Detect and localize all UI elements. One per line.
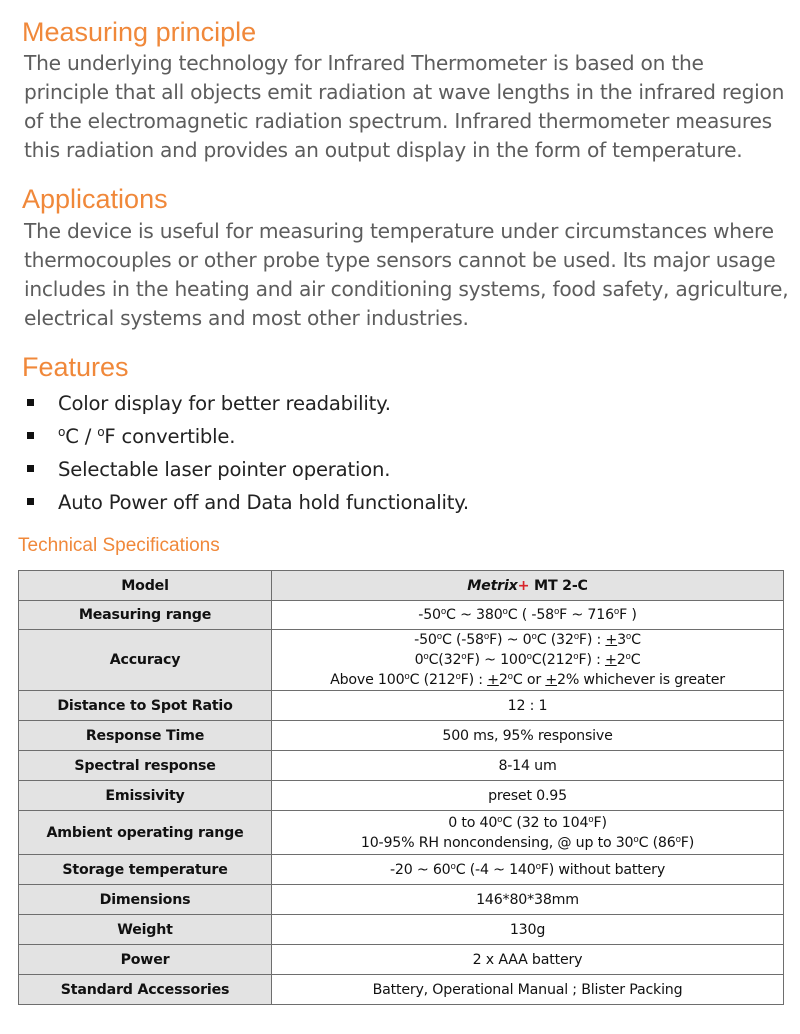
spec-value-line: 130g (509, 921, 546, 938)
features-heading: Features (22, 352, 129, 382)
feature-text: Auto Power off and Data hold functionality. (58, 491, 469, 514)
spec-value (272, 601, 784, 630)
model-label: Model (19, 571, 272, 601)
spec-value (272, 691, 784, 721)
spec-value (272, 781, 784, 811)
table-row (19, 751, 784, 781)
table-row (19, 855, 784, 885)
spec-label: Storage temperature (19, 855, 272, 885)
spec-label: Emissivity (19, 781, 272, 811)
paragraph-line: of the electromagnetic radiation spectrum. Infrared thermometer measures (24, 109, 772, 133)
feature-item (24, 420, 469, 453)
spec-label: Measuring range (19, 601, 272, 630)
paragraph-line: includes in the heating and air conditioning systems, food safety, agriculture, (24, 277, 789, 301)
paragraph-line: electrical systems and most other industries. (24, 306, 469, 330)
spec-label: Power (19, 945, 272, 975)
table-row (19, 945, 784, 975)
spec-label: Accuracy (19, 630, 272, 691)
applications-paragraph (24, 217, 789, 333)
feature-text: Selectable laser pointer operation. (58, 458, 391, 481)
model-number: MT 2-C (534, 577, 588, 594)
table-row (19, 601, 784, 630)
spec-value-line: -50$^o$C (-58$^o$F) ~ 0$^o$C (32$^o$F) : $+3^oC$ (414, 632, 641, 648)
spec-value-line: 2 x AAA battery (472, 951, 583, 968)
paragraph-line: principle that all objects emit radiation at wave lengths in the infrared region (24, 80, 785, 104)
feature-item (24, 453, 469, 486)
model-value (272, 571, 784, 601)
spec-value (272, 855, 784, 885)
table-row (19, 885, 784, 915)
spec-label: Ambient operating range (19, 811, 272, 855)
table-row (19, 630, 784, 691)
spec-value (272, 721, 784, 751)
table-header-row (19, 571, 784, 601)
square-bullet-icon (27, 399, 34, 406)
spec-value (272, 751, 784, 781)
features-list (24, 387, 469, 519)
spec-value (272, 975, 784, 1005)
spec-value (272, 945, 784, 975)
technical-specifications-heading: Technical Specifications (18, 535, 220, 556)
spec-label: Weight (19, 915, 272, 945)
spec-value-line: preset 0.95 (488, 787, 567, 804)
spec-label: Standard Accessories (19, 975, 272, 1005)
table-row (19, 691, 784, 721)
spec-value-line: Battery, Operational Manual ; Blister Packing (372, 981, 683, 998)
paragraph-line: The device is useful for measuring temperature under circumstances where (24, 219, 774, 243)
measuring-principle-heading: Measuring principle (22, 17, 257, 47)
spec-label: Distance to Spot Ratio (19, 691, 272, 721)
paragraph-line: thermocouples or other probe type sensors cannot be used. Its major usage (24, 248, 776, 272)
spec-value-line: 146*80*38mm (476, 891, 579, 908)
feature-text: Color display for better readability. (58, 392, 391, 415)
spec-value-line: 0$^o$C(32$^o$F) ~ 100$^o$C(212$^o$F) : $+2^oC$ (414, 652, 641, 668)
spec-value-line: 10-95% RH noncondensing, @ up to 30$^o$C (86$^o$F) (360, 834, 695, 851)
brand-name: Metrix (467, 577, 518, 594)
spec-label: Spectral response (19, 751, 272, 781)
feature-text: $^o$C / $^o$F convertible. (58, 425, 236, 448)
spec-value-line: 500 ms, 95% responsive (442, 727, 613, 744)
spec-value-line: -50$^o$C ~ 380$^o$C ( -58$^o$F ~ 716$^o$F ) (418, 607, 637, 623)
square-bullet-icon (27, 498, 34, 505)
paragraph-line: The underlying technology for Infrared Thermometer is based on the (24, 51, 704, 75)
brand-plus: + (517, 577, 530, 594)
table-row (19, 915, 784, 945)
spec-value-line: -20 ~ 60$^o$C (-4 ~ 140$^o$F) without battery (389, 861, 666, 878)
paragraph-line: this radiation and provides an output display in the form of temperature. (24, 138, 743, 162)
spec-value-line: 12 : 1 (507, 697, 548, 714)
spec-value (272, 811, 784, 855)
table-row (19, 721, 784, 751)
spec-value (272, 630, 784, 691)
table-row (19, 975, 784, 1005)
table-row (19, 811, 784, 855)
spec-label: Response Time (19, 721, 272, 751)
spec-value-line: 0 to 40$^o$C (32 to 104$^o$F) (448, 814, 607, 831)
specifications-table (18, 570, 784, 1005)
spec-value-line: Above 100$^o$C (212$^o$F) : $+2^oC$ or +2% whichever is greater (330, 672, 725, 688)
spec-value (272, 915, 784, 945)
measuring-principle-paragraph (24, 49, 784, 165)
square-bullet-icon (27, 432, 34, 439)
spec-label: Dimensions (19, 885, 272, 915)
feature-item (24, 486, 469, 519)
spec-value (272, 885, 784, 915)
table-row (19, 781, 784, 811)
applications-heading: Applications (22, 184, 168, 214)
square-bullet-icon (27, 465, 34, 472)
feature-item (24, 387, 469, 420)
spec-value-line: 8-14 um (498, 757, 557, 774)
